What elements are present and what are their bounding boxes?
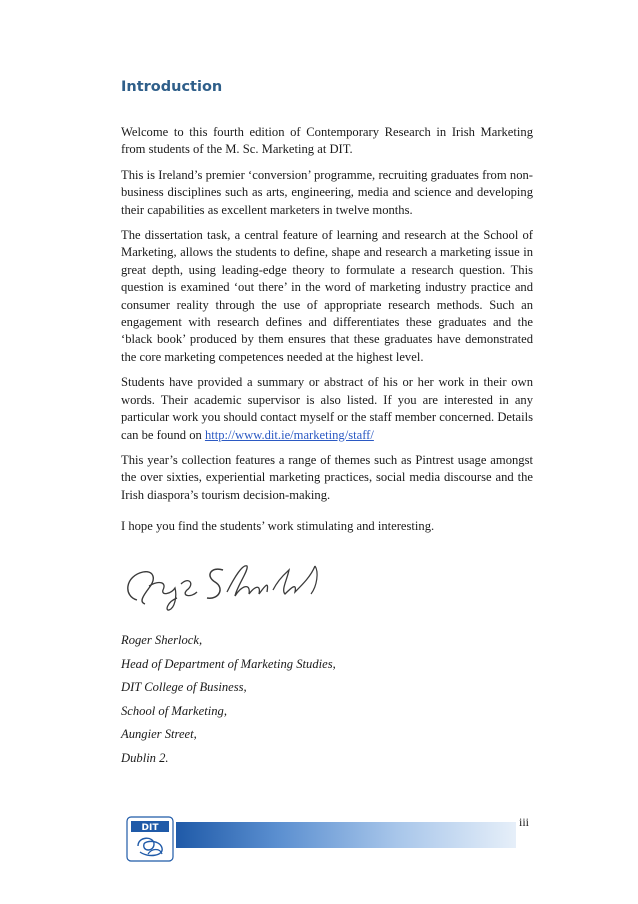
paragraph-summaries bbox=[121, 374, 533, 444]
signatory-school: School of Marketing, bbox=[121, 703, 227, 718]
body-text bbox=[121, 124, 533, 512]
signature-block bbox=[121, 633, 336, 774]
footer-gradient-bar bbox=[176, 822, 516, 848]
signatory-title: Head of Department of Marketing Studies, bbox=[121, 656, 336, 671]
address-city: Dublin 2. bbox=[121, 750, 169, 765]
dit-logo-icon bbox=[124, 814, 176, 864]
signature-image bbox=[119, 556, 334, 611]
address-street: Aungier Street, bbox=[121, 727, 197, 741]
paragraph-themes: This year’s collection features a range of themes such as Pintrest usage amongst the over sixties, experiential marketing practices, social media discourse and the Irish diaspora’s tourism decision-making. bbox=[121, 452, 533, 502]
logo-text: DIT bbox=[141, 823, 159, 833]
paragraph-programme: This is Ireland’s premier ‘conversion’ programme, recruiting graduates from non-business disciplines such as arts, engineering, media and science and developing their capabilities as excellent marketers in twelve months. bbox=[121, 167, 533, 217]
signatory-college: DIT College of Business, bbox=[121, 680, 247, 694]
page-heading: Introduction bbox=[121, 79, 223, 95]
signatory-name: Roger Sherlock, bbox=[121, 633, 203, 647]
page-number: iii bbox=[519, 815, 530, 829]
staff-link[interactable]: http://www.dit.ie/marketing/staff/ bbox=[204, 427, 374, 442]
paragraph-dissertation: The dissertation task, a central feature of learning and research at the School of Marketing, allows the students to define, shape and research a marketing issue in great depth, using leading-edge theory to formulate a research question. This question is examined ‘out there’ in the word of marketing industry practice and consumer reality through the use of appropriate research methods. Such an engagement with research defines and differentiates these graduates and the ‘black book’ produced by them ensures that these graduates have demonstrated the core marketing competences needed at the highest level. bbox=[121, 228, 533, 364]
paragraph-summaries-text: Students have provided a summary or abstract of his or her work in their own words. Their academic supervisor is also listed. If you are interested in any particular work you should contact myself or the staff member concerned. Details can be found on bbox=[121, 375, 533, 442]
paragraph-welcome: Welcome to this fourth edition of Contemporary Research in Irish Marketing from students of the M. Sc. Marketing at DIT. bbox=[121, 125, 533, 157]
closing-line: I hope you find the students’ work stimulating and interesting. bbox=[121, 519, 435, 533]
